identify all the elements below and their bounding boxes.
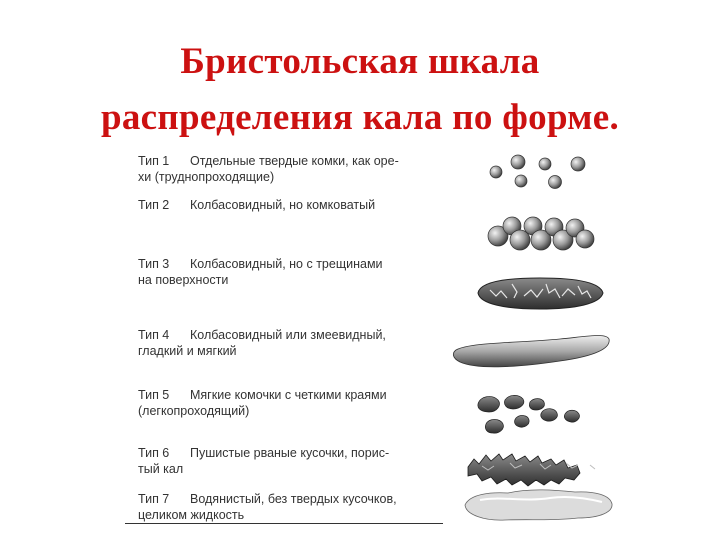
type-label: Тип 1 <box>138 154 170 168</box>
type-7-illustration <box>465 490 612 520</box>
type-4-illustration <box>453 336 609 367</box>
type-description-line-2: тый кал <box>138 462 184 476</box>
type-description-line-1: Колбасовидный, но с трещинами <box>190 257 383 271</box>
type-description-line-2: на поверхности <box>138 273 229 287</box>
type-label: Тип 2 <box>138 198 170 212</box>
page-title-line-2: распределения кала по форме. <box>100 97 620 138</box>
type-label: Тип 7 <box>138 492 170 506</box>
type-6-illustration <box>468 454 595 486</box>
type-description-line-1: Водянистый, без твердых кусочков, <box>190 492 397 506</box>
type-label: Тип 4 <box>138 328 170 342</box>
type-label: Тип 5 <box>138 388 170 402</box>
page-title-line-1: Бристольская шкала <box>180 41 540 82</box>
type-description-line-2: (легкопроходящий) <box>138 404 250 418</box>
type-description-line-1: Мягкие комочки с четкими краями <box>190 388 387 402</box>
type-description-line-1: Отдельные твердые комки, как оре- <box>190 154 399 168</box>
type-1-illustration <box>490 155 585 189</box>
type-description-line-2: хи (труднопроходящие) <box>138 170 275 184</box>
type-3-illustration <box>478 278 603 309</box>
type-label: Тип 6 <box>138 446 170 460</box>
type-5-illustration <box>478 395 580 433</box>
type-2-illustration <box>488 217 594 250</box>
type-label: Тип 3 <box>138 257 170 271</box>
type-description-line-1: Пушистые рваные кусочки, порис- <box>190 446 390 460</box>
type-description-line-1: Колбасовидный, но комковатый <box>190 198 376 212</box>
type-description-line-2: целиком жидкость <box>138 508 245 522</box>
type-description-line-1: Колбасовидный или змеевидный, <box>190 328 386 342</box>
type-description-line-2: гладкий и мягкий <box>138 344 237 358</box>
